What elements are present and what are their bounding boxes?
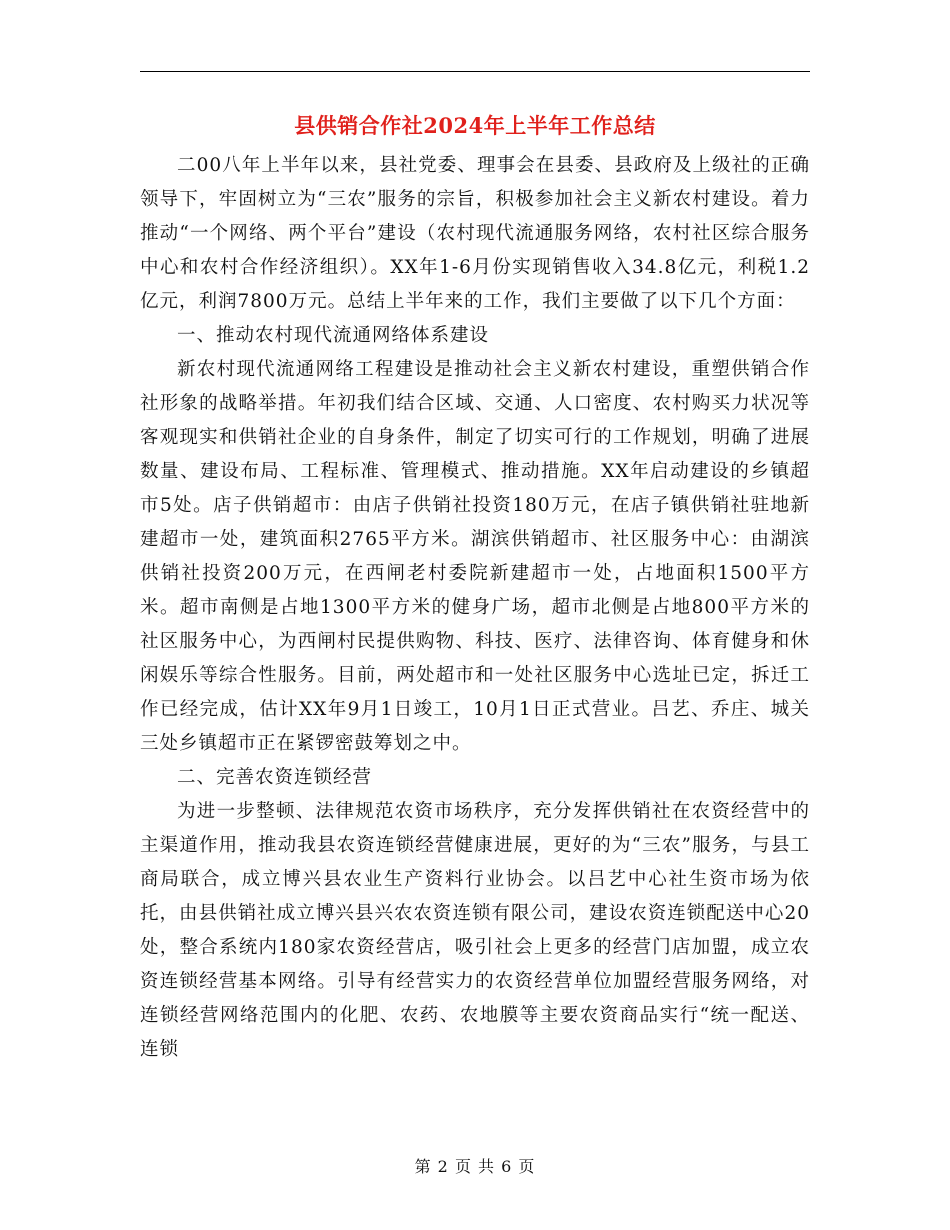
page-number: 第 2 页 共 6 页: [414, 1157, 536, 1176]
section-1-paragraph: 新农村现代流通网络工程建设是推动社会主义新农村建设，重塑供销合作社形象的战略举措。年初我们结合区域、交通、人口密度、农村购买力状况等客观现实和供销社企业的自身条件，制定了切实可行的工作规划，明确了进展数量、建设布局、工程标准、管理模式、推动措施。XX年启动建设的乡镇超市5处。店子供销超市：由店子供销社投资180万元，在店子镇供销社驻地新建超市一处，建筑面积2765平方米。湖滨供销超市、社区服务中心：由湖滨供销社投资200万元，在西闸老村委院新建超市一处，占地面积1500平方米。超市南侧是占地1300平方米的健身广场，超市北侧是占地800平方米的社区服务中心，为西闸村民提供购物、科技、医疗、法律咨询、体育健身和休闲娱乐等综合性服务。目前，两处超市和一处社区服务中心选址已定，拆迁工作已经完成，估计XX年9月1日竣工，10月1日正式营业。吕艺、乔庄、城关三处乡镇超市正在紧锣密鼓筹划之中。: [140, 359, 810, 754]
section-heading-1: 一、推动农村现代流通网络体系建设: [177, 325, 490, 346]
document-body: [140, 149, 810, 1067]
section-heading-2: 二、完善农资连锁经营: [177, 767, 373, 788]
header-rule: [140, 71, 810, 72]
document-title: 县供销合作社2024年上半年工作总结: [294, 113, 656, 138]
section-2-paragraph: 为进一步整顿、法律规范农资市场秩序，充分发挥供销社在农资经营中的主渠道作用，推动我县农资连锁经营健康进展，更好的为“三农”服务，与县工商局联合，成立博兴县农业生产资料行业协会。以吕艺中心社生资市场为依托，由县供销社成立博兴县兴农农资连锁有限公司，建设农资连锁配送中心20处，整合系统内180家农资经营店，吸引社会上更多的经营门店加盟，成立农资连锁经营基本网络。引导有经营实力的农资经营单位加盟经营服务网络，对连锁经营网络范围内的化肥、农药、农地膜等主要农资商品实行“统一配送、连锁: [140, 801, 810, 1060]
intro-paragraph: 二00八年上半年以来，县社党委、理事会在县委、县政府及上级社的正确领导下，牢固树立为“三农”服务的宗旨，积极参加社会主义新农村建设。着力推动“一个网络、两个平台”建设（农村现代流通服务网络，农村社区综合服务中心和农村合作经济组织）。XX年1-6月份实现销售收入34.8亿元，利税1.2亿元，利润7800万元。总结上半年来的工作，我们主要做了以下几个方面：: [140, 155, 810, 312]
